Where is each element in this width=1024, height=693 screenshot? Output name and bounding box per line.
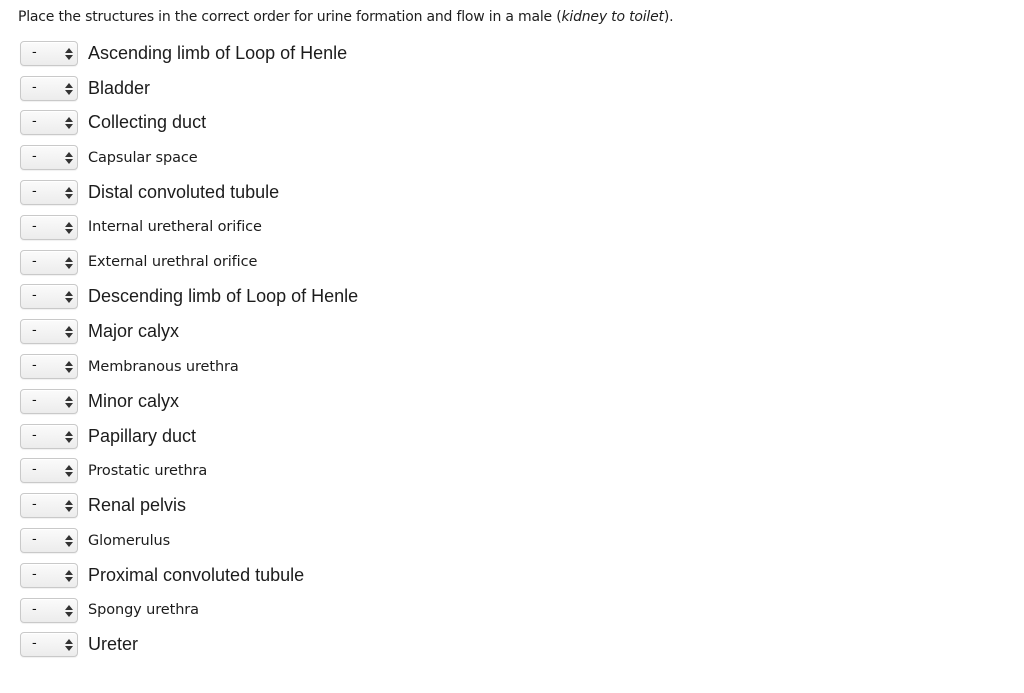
ordering-row bbox=[20, 593, 358, 628]
updown-chevron-icon bbox=[65, 570, 73, 582]
structure-label: Major calyx bbox=[88, 321, 180, 342]
order-select[interactable] bbox=[20, 215, 78, 240]
order-select[interactable] bbox=[20, 354, 78, 379]
ordering-row bbox=[20, 558, 358, 593]
updown-chevron-icon bbox=[65, 222, 73, 234]
order-select-value: - bbox=[32, 44, 37, 60]
structure-label: Renal pelvis bbox=[88, 495, 187, 516]
order-select[interactable] bbox=[20, 145, 78, 170]
order-select[interactable] bbox=[20, 528, 78, 553]
order-select[interactable] bbox=[20, 110, 78, 135]
order-select-value: - bbox=[32, 253, 37, 269]
updown-chevron-icon bbox=[65, 605, 73, 617]
ordering-row bbox=[20, 488, 358, 523]
ordering-row bbox=[20, 210, 358, 245]
structure-label: Bladder bbox=[88, 77, 151, 98]
updown-chevron-icon bbox=[65, 465, 73, 477]
updown-chevron-icon bbox=[65, 83, 73, 95]
order-select[interactable] bbox=[20, 563, 78, 588]
order-select-value: - bbox=[32, 532, 37, 548]
ordering-row bbox=[20, 349, 358, 384]
order-select-value: - bbox=[32, 323, 37, 339]
structure-label: Proximal convoluted tubule bbox=[88, 564, 305, 585]
order-select-value: - bbox=[32, 497, 37, 513]
order-select-value: - bbox=[32, 79, 37, 95]
question-prompt bbox=[18, 9, 673, 25]
structure-label: Membranous urethra bbox=[88, 358, 239, 375]
order-select[interactable] bbox=[20, 319, 78, 344]
ordering-row bbox=[20, 71, 358, 106]
order-select-value: - bbox=[32, 288, 37, 304]
structure-label: Internal uretheral orifice bbox=[88, 219, 262, 236]
order-select[interactable] bbox=[20, 76, 78, 101]
order-select-value: - bbox=[32, 358, 37, 374]
order-select-value: - bbox=[32, 218, 37, 234]
order-select[interactable] bbox=[20, 493, 78, 518]
ordering-row bbox=[20, 140, 358, 175]
order-select-value: - bbox=[32, 427, 37, 443]
order-select[interactable] bbox=[20, 389, 78, 414]
updown-chevron-icon bbox=[65, 117, 73, 129]
structure-label: Ascending limb of Loop of Henle bbox=[88, 42, 348, 63]
structure-label: Capsular space bbox=[88, 149, 198, 166]
structure-label: External urethral orifice bbox=[88, 254, 258, 271]
ordering-row bbox=[20, 628, 358, 663]
updown-chevron-icon bbox=[65, 396, 73, 408]
order-select-value: - bbox=[32, 184, 37, 200]
order-select[interactable] bbox=[20, 41, 78, 66]
structure-label: Papillary duct bbox=[88, 425, 197, 446]
updown-chevron-icon bbox=[65, 431, 73, 443]
structure-label: Ureter bbox=[88, 634, 139, 655]
ordering-row bbox=[20, 523, 358, 558]
ordering-row bbox=[20, 175, 358, 210]
ordering-row bbox=[20, 454, 358, 489]
order-select-value: - bbox=[32, 392, 37, 408]
ordering-row bbox=[20, 419, 358, 454]
updown-chevron-icon bbox=[65, 326, 73, 338]
order-select-value: - bbox=[32, 149, 37, 165]
updown-chevron-icon bbox=[65, 535, 73, 547]
order-select[interactable] bbox=[20, 632, 78, 657]
structure-label: Descending limb of Loop of Henle bbox=[88, 286, 359, 307]
ordering-row bbox=[20, 106, 358, 141]
prompt-emphasis: kidney to toilet bbox=[561, 9, 664, 25]
order-select-value: - bbox=[32, 601, 37, 617]
order-select[interactable] bbox=[20, 458, 78, 483]
structure-label: Prostatic urethra bbox=[88, 462, 208, 479]
order-select-value: - bbox=[32, 566, 37, 582]
ordering-list bbox=[20, 36, 358, 662]
updown-chevron-icon bbox=[65, 500, 73, 512]
updown-chevron-icon bbox=[65, 639, 73, 651]
order-select-value: - bbox=[32, 462, 37, 478]
order-select[interactable] bbox=[20, 180, 78, 205]
ordering-row bbox=[20, 245, 358, 280]
updown-chevron-icon bbox=[65, 361, 73, 373]
order-select[interactable] bbox=[20, 424, 78, 449]
updown-chevron-icon bbox=[65, 152, 73, 164]
order-select[interactable] bbox=[20, 284, 78, 309]
structure-label: Distal convoluted tubule bbox=[88, 182, 280, 203]
structure-label: Minor calyx bbox=[88, 390, 180, 411]
order-select[interactable] bbox=[20, 598, 78, 623]
ordering-row bbox=[20, 280, 358, 315]
updown-chevron-icon bbox=[65, 257, 73, 269]
structure-label: Spongy urethra bbox=[88, 602, 199, 619]
structure-label: Glomerulus bbox=[88, 532, 171, 549]
order-select-value: - bbox=[32, 636, 37, 652]
prompt-text: Place the structures in the correct order for urine formation and flow in a male ( bbox=[18, 9, 562, 25]
order-select-value: - bbox=[32, 114, 37, 130]
ordering-row bbox=[20, 36, 358, 71]
ordering-row bbox=[20, 314, 358, 349]
structure-label: Collecting duct bbox=[88, 112, 207, 133]
updown-chevron-icon bbox=[65, 48, 73, 60]
updown-chevron-icon bbox=[65, 291, 73, 303]
prompt-text-end: ). bbox=[663, 9, 674, 25]
updown-chevron-icon bbox=[65, 187, 73, 199]
order-select[interactable] bbox=[20, 250, 78, 275]
ordering-row bbox=[20, 384, 358, 419]
